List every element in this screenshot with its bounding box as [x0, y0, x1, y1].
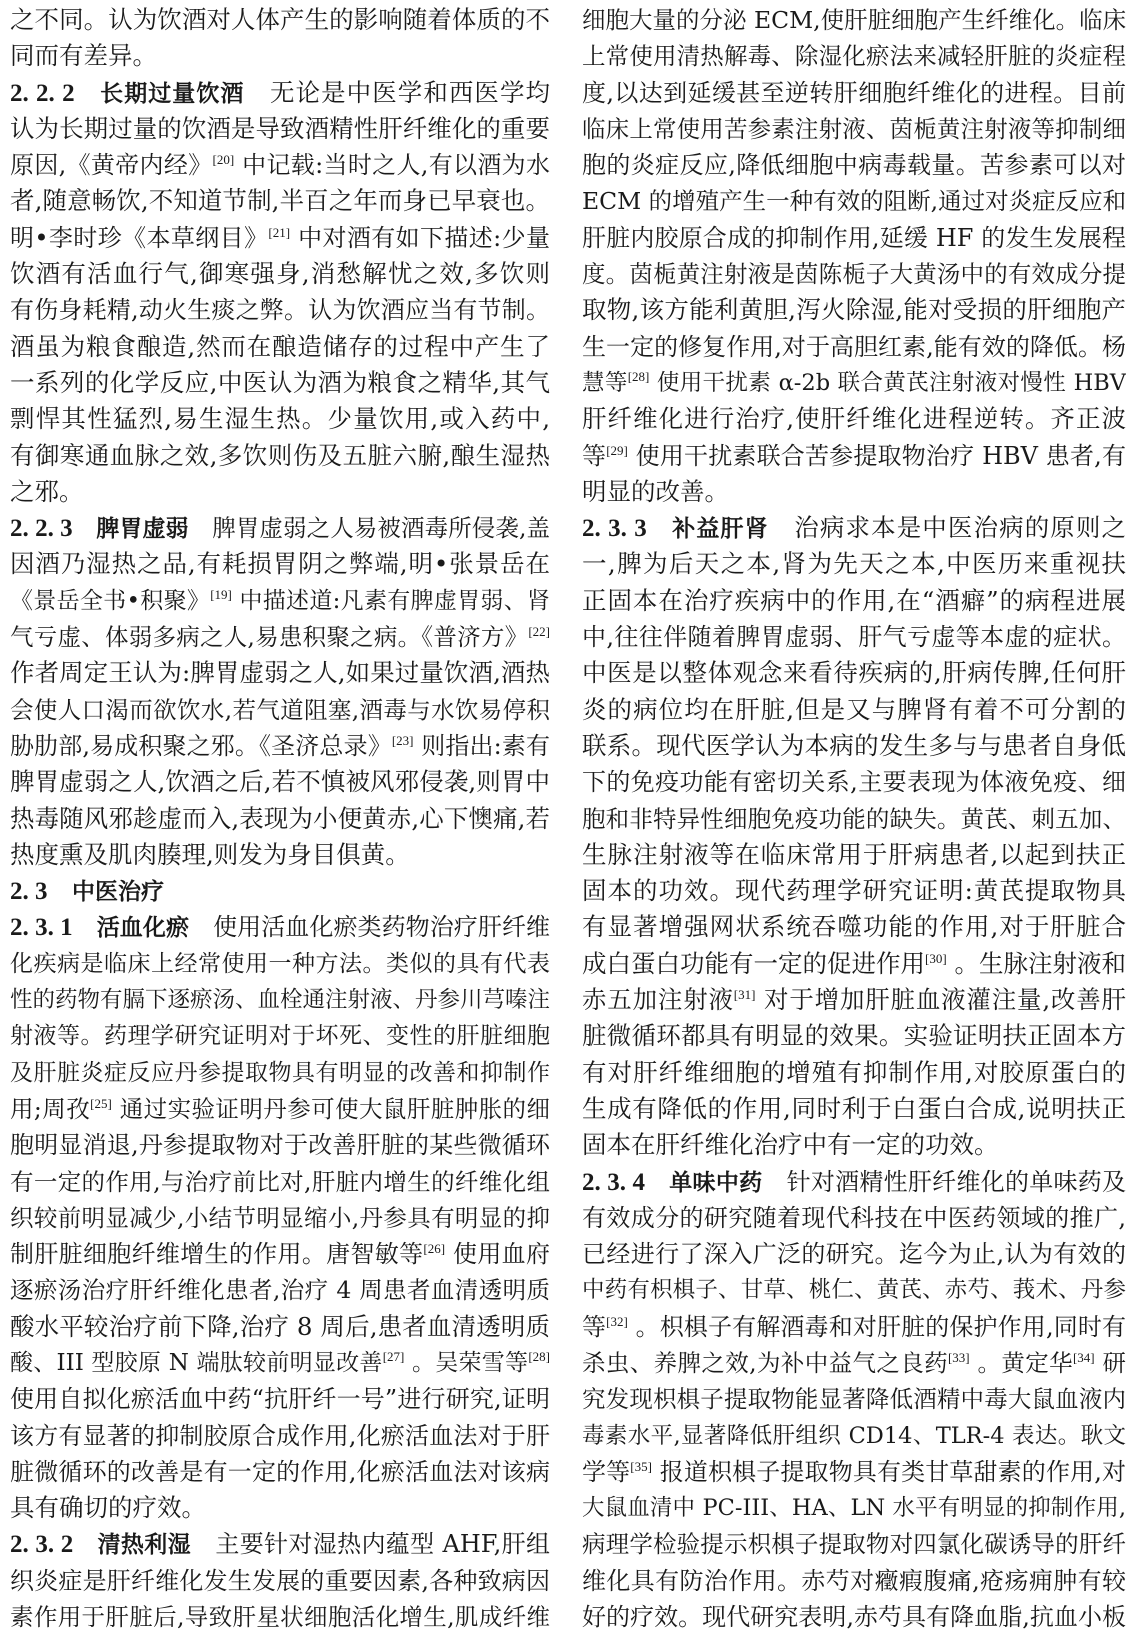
section-heading-line — [10, 909, 550, 945]
heading-gap — [48, 876, 73, 905]
text-run: 胁肋部,易成积聚之邪。《圣济总录》 — [10, 731, 392, 760]
section-heading-line — [10, 75, 550, 111]
text-line — [582, 909, 1126, 945]
text-run: 杀虫、养脾之效,为补中益气之良药 — [582, 1348, 948, 1377]
text-line — [10, 837, 550, 873]
text-run: 生脉注射液等在临床常用于肝病患者,以起到扶正 — [582, 839, 1126, 869]
text-run: 细胞大量的分泌 ECM,使肝脏细胞产生纤维化。临床 — [582, 6, 1126, 34]
text-line — [582, 873, 1126, 909]
text-run: 酸、III 型胶原 N 端肽较前明显改善 — [10, 1349, 383, 1376]
heading-gap — [191, 1530, 215, 1558]
heading-gap — [189, 514, 213, 542]
text-line — [582, 38, 1126, 74]
text-run: 脏微循环都具有明显的效果。实验证明扶正固本方 — [582, 1021, 1126, 1051]
text-run: 对于增加肝脏血液灌注量,改善肝 — [755, 985, 1126, 1015]
heading-gap — [73, 913, 97, 941]
text-run: 有伤身耗精,动火生痰之弊。认为饮酒应当有节制。 — [10, 296, 550, 325]
text-run: 正固本在治疗疾病中的作用,在“酒癖”的病程进展 — [582, 585, 1126, 615]
text-line — [582, 837, 1126, 873]
section-number: 2. 3. 3 — [582, 515, 647, 543]
citation-ref: [28] — [528, 1348, 550, 1364]
text-run: 。黄定华 — [969, 1348, 1073, 1377]
section-title: 活血化瘀 — [96, 915, 190, 942]
heading-gap — [73, 514, 97, 542]
text-run: 治病求本是中医治病的原则之 — [793, 513, 1126, 543]
text-line — [582, 183, 1126, 219]
text-line — [582, 292, 1126, 328]
text-line — [582, 728, 1126, 764]
citation-ref: [34] — [1072, 1349, 1095, 1365]
text-run: 酒虽为粮食酿造,然而在酿造储存的过程中产生了 — [10, 331, 550, 361]
citation-ref: [33] — [947, 1349, 970, 1365]
text-run: 脾胃虚弱之人,饮酒之后,若不慎被风邪侵袭,则胃中 — [10, 767, 550, 797]
text-run: 胞的炎症反应,降低细胞中病毒载量。苦参素可以对 — [582, 151, 1126, 180]
text-line — [582, 2, 1126, 38]
left-column — [10, 2, 550, 1635]
text-line — [10, 2, 550, 38]
text-line — [582, 583, 1126, 619]
text-run: 胞明显消退,丹参提取物对于改善肝脏的某些微循环 — [10, 1131, 550, 1160]
citation-ref: [30] — [925, 950, 947, 966]
text-line — [582, 946, 1126, 982]
text-line — [10, 583, 550, 619]
text-line — [10, 365, 550, 401]
text-run: 生一定的修复作用,对于高胆红素,能有效的降低。杨 — [582, 332, 1126, 361]
text-line — [10, 1490, 550, 1526]
text-run: 《景岳全书•积聚》 — [10, 587, 211, 614]
text-run: 慧等 — [582, 369, 628, 396]
text-line — [10, 619, 550, 655]
text-line — [10, 147, 550, 183]
text-run: 针对酒精性肝纤维化的单味药及 — [786, 1167, 1126, 1196]
text-line — [10, 1127, 550, 1163]
text-run: 使用自拟化瘀活血中药“抗肝纤一号”进行研究,证明 — [10, 1385, 550, 1414]
text-run: 使用血府 — [445, 1240, 550, 1269]
text-run: 脏微循环的改善是有一定的作用,化瘀活血法对该病 — [10, 1457, 550, 1486]
text-run: 用;周孜 — [10, 1094, 91, 1123]
section-heading-line — [10, 510, 550, 546]
text-line — [10, 1454, 550, 1490]
text-run: 制肝脏细胞纤维增生的作用。唐智敏等 — [10, 1240, 424, 1269]
heading-gap — [73, 1530, 97, 1558]
heading-gap — [645, 1168, 669, 1196]
text-line — [582, 365, 1126, 401]
text-run: 。枳椇子有解酒毒和对肝脏的保护作用,同时有 — [627, 1312, 1126, 1341]
text-line — [10, 474, 550, 510]
section-number: 2. 2. 2 — [10, 79, 75, 107]
text-line — [10, 1272, 550, 1308]
text-line — [582, 1091, 1126, 1127]
text-run: 射液等。药理学研究证明对于坏死、变性的肝脏细胞 — [10, 1023, 550, 1050]
text-run: 一系列的化学反应,中医认为酒为粮食之精华,其气 — [10, 367, 550, 397]
text-line — [10, 728, 550, 764]
text-run: 上常使用清热解毒、除湿化瘀法来减轻肝脏的炎症程 — [582, 42, 1126, 71]
text-run: 作者周定王认为:脾胃虚弱之人,如果过量饮酒,酒热 — [10, 658, 550, 688]
text-line — [10, 1345, 550, 1381]
text-run: 有一定的作用,与治疗前比对,肝脏内增生的纤维化组 — [10, 1167, 550, 1196]
text-line — [10, 1309, 550, 1345]
text-run: 。生脉注射液和 — [946, 948, 1126, 978]
heading-gap — [762, 1168, 786, 1196]
text-run: 认为长期过量的饮酒是导致酒精性肝纤维化的重要 — [10, 113, 550, 143]
text-run: 及肝脏炎症反应丹参提取物具有明显的改善和抑制作 — [10, 1059, 550, 1086]
text-run: 学等 — [582, 1457, 631, 1486]
text-line — [582, 1381, 1126, 1417]
section-heading-line — [582, 510, 1126, 546]
text-run: 度。茵栀黄注射液是茵陈栀子大黄汤中的有效成分提 — [582, 260, 1126, 289]
heading-gap — [189, 913, 213, 941]
text-run: 具有确切的疗效。 — [10, 1493, 206, 1523]
text-run: 织炎症是肝纤维化发生发展的重要因素,各种致病因 — [10, 1566, 550, 1595]
text-run: 热度熏及肌肉腠理,则发为身目俱黄。 — [10, 839, 410, 869]
text-line — [10, 183, 550, 219]
text-line — [10, 220, 550, 256]
text-line — [10, 655, 550, 691]
text-run: 者,随意畅饮,不知道节制,半百之年而身已早衰也。 — [10, 186, 550, 216]
text-run: 固本的功效。现代药理学研究证明:黄芪提取物具 — [582, 876, 1126, 906]
text-line — [582, 474, 1126, 510]
text-line — [582, 1236, 1126, 1272]
text-run: 酸水平较治疗前下降,治疗 8 周后,患者血清透明质 — [10, 1311, 550, 1341]
text-run: 成白蛋白功能有一定的促进作用 — [582, 948, 926, 978]
text-line — [582, 1018, 1126, 1054]
right-column — [582, 2, 1126, 1635]
citation-ref: [25] — [90, 1095, 112, 1111]
section-number: 2. 3. 4 — [582, 1168, 646, 1196]
text-line — [582, 111, 1126, 147]
text-run: 通过实验证明丹参可使大鼠肝脏肿胀的细 — [111, 1094, 550, 1123]
text-line — [582, 438, 1126, 474]
text-run: 有显著增强网状系统吞噬功能的作用,对于肝脏合 — [582, 912, 1126, 942]
text-run: 原因,《黄帝内经》 — [10, 151, 213, 180]
text-run: 饮酒有活血行气,御寒强身,消愁解忧之效,多饮则 — [10, 259, 550, 289]
text-line — [582, 1309, 1126, 1345]
text-line — [10, 1563, 550, 1599]
citation-ref: [31] — [733, 987, 756, 1003]
text-run: 联系。现代医学认为本病的发生多与与患者自身低 — [582, 730, 1126, 760]
text-line — [10, 692, 550, 728]
text-run: 肝脏内胶原合成的抑制作用,延缓 HF 的发生发展程 — [582, 223, 1126, 252]
text-line — [582, 801, 1126, 837]
text-line — [10, 38, 550, 74]
section-heading-line — [10, 873, 550, 909]
section-number: 2. 3 — [10, 878, 48, 906]
text-line — [582, 147, 1126, 183]
text-run: 热毒随风邪趁虚而入,表现为小便黄赤,心下懊痛,若 — [10, 803, 550, 833]
text-line — [582, 1200, 1126, 1236]
text-line — [10, 546, 550, 582]
text-run: 主要针对湿热内蕴型 AHF,肝组 — [214, 1530, 550, 1559]
section-title: 清热利湿 — [97, 1532, 191, 1559]
text-line — [10, 1200, 550, 1236]
text-line — [10, 292, 550, 328]
text-run: 明•李时珍《本草纲目》 — [10, 223, 269, 252]
text-run: 赤五加注射液 — [582, 985, 734, 1015]
text-run: 中对酒有如下描述:少量 — [290, 223, 550, 252]
text-line — [582, 619, 1126, 655]
text-line — [582, 75, 1126, 111]
text-run: 中药有枳椇子、甘草、桃仁、黄芪、赤芍、莪术、丹参 — [582, 1277, 1126, 1304]
text-run: 大鼠血清中 PC-III、HA、LN 水平有明显的抑制作用, — [582, 1495, 1126, 1522]
heading-gap — [75, 78, 100, 107]
text-run: 无论是中医学和西医学均 — [268, 77, 550, 107]
heading-gap — [164, 876, 189, 905]
text-run: 究发现枳椇子提取物能显著降低酒精中毒大鼠血液内 — [582, 1385, 1126, 1414]
section-heading-line — [10, 1526, 550, 1562]
section-number: 2. 3. 2 — [10, 1531, 74, 1559]
text-line — [10, 329, 550, 365]
text-line — [10, 1055, 550, 1091]
text-run: 中描述道:凡素有脾虚胃弱、肾 — [231, 587, 550, 614]
text-line — [582, 1526, 1126, 1562]
text-line — [10, 111, 550, 147]
text-run: 同而有差异。 — [10, 41, 157, 71]
text-line — [582, 256, 1126, 292]
citation-ref: [26] — [423, 1241, 446, 1257]
text-run: 气亏虚、体弱多病之人,易患积聚之病。《普济方》 — [10, 623, 529, 652]
text-run: 化疾病是临床上经常使用一种方法。类似的具有代表 — [10, 950, 550, 977]
section-title: 补益肝肾 — [671, 516, 769, 543]
text-line — [582, 220, 1126, 256]
text-line — [582, 1563, 1126, 1599]
text-line — [10, 801, 550, 837]
text-run: 有效成分的研究随着现代科技在中医药领域的推广, — [582, 1203, 1126, 1232]
text-run: 肝纤维化进行治疗,使肝纤维化进程逆转。齐正波 — [582, 404, 1126, 434]
text-run: 使用干扰素 α-2b 联合黄芪注射液对慢性 HBV — [649, 369, 1126, 396]
section-title: 中医治疗 — [72, 879, 164, 906]
text-run: 病理学检验提示枳椇子提取物对四氯化碳诱导的肝纤 — [582, 1530, 1126, 1559]
text-line — [10, 1236, 550, 1272]
citation-ref: [28] — [627, 368, 650, 384]
text-run: 下的免疫功能有密切关系,主要表现为体液免疫、细 — [582, 768, 1126, 797]
heading-gap — [769, 513, 794, 542]
text-run: 炎的病位均在肝脏,但是又与脾肾有着不可分割的 — [582, 694, 1126, 724]
text-run: 有御寒通血脉之效,多饮则伤及五脏六腑,酿生湿热 — [10, 440, 550, 470]
text-run: 逐瘀汤治疗肝纤维化患者,治疗 4 周患者血清透明质 — [10, 1276, 550, 1305]
citation-ref: [23] — [391, 732, 414, 748]
text-line — [582, 692, 1126, 728]
section-number: 2. 2. 3 — [10, 515, 73, 543]
heading-gap — [647, 513, 672, 542]
citation-ref: [21] — [268, 224, 291, 240]
text-line — [582, 1272, 1126, 1308]
text-run: ECM 的增殖产生一种有效的阻断,通过对炎症反应和 — [582, 187, 1126, 216]
text-run: 明显的改善。 — [582, 476, 729, 506]
text-line — [10, 1599, 550, 1635]
text-run: 中医是以整体观念来看待疾病的,肝病传脾,任何肝 — [582, 658, 1126, 688]
text-line — [582, 546, 1126, 582]
text-line — [10, 1018, 550, 1054]
text-line — [582, 982, 1126, 1018]
text-run: 好的疗效。现代研究表明,赤芍具有降血脂,抗血小板 — [582, 1603, 1126, 1632]
text-line — [10, 256, 550, 292]
citation-ref: [19] — [210, 586, 232, 602]
text-run: 织较前明显减少,小结节明显缩小,丹参具有明显的抑 — [10, 1203, 550, 1232]
text-run: 生成有降低的作用,同时利于白蛋白合成,说明扶正 — [582, 1093, 1126, 1123]
section-title: 脾胃虚弱 — [96, 516, 189, 543]
text-line — [10, 982, 550, 1018]
text-run: 胞和非特异性细胞免疫功能的缺失。黄芪、刺五加、 — [582, 804, 1126, 833]
text-line — [10, 401, 550, 437]
text-line — [10, 1164, 550, 1200]
text-run: 因酒乃湿热之品,有耗损胃阴之弊端,明•张景岳在 — [10, 549, 550, 579]
text-line — [582, 1055, 1126, 1091]
heading-gap — [244, 78, 269, 107]
text-run: 素作用于肝脏后,导致肝星状细胞活化增生,肌成纤维 — [10, 1603, 550, 1632]
citation-ref: [35] — [630, 1458, 652, 1474]
section-title: 长期过量饮酒 — [99, 80, 245, 107]
section-number: 2. 3. 1 — [10, 914, 73, 942]
text-run: 维化具有防治作用。赤芍对癥瘕腹痛,疮疡痈肿有较 — [582, 1566, 1126, 1595]
citation-ref: [32] — [606, 1313, 628, 1329]
text-run: 临床上常使用苦参素注射液、茵栀黄注射液等抑制细 — [582, 114, 1126, 143]
text-run: 性的药物有膈下逐瘀汤、血栓通注射液、丹参川芎嗪注 — [10, 987, 550, 1014]
text-run: 取物,该方能利黄胆,泻火除湿,能对受损的肝细胞产 — [582, 295, 1126, 325]
text-run: 使用活血化瘀类药物治疗肝纤维 — [213, 913, 550, 942]
citation-ref: [27] — [382, 1348, 405, 1364]
text-line — [582, 1345, 1126, 1381]
text-run: 度,以达到延缓甚至逆转肝细胞纤维化的进程。目前 — [582, 78, 1126, 107]
citation-ref: [29] — [606, 442, 628, 458]
text-line — [10, 764, 550, 800]
text-line — [582, 1418, 1126, 1454]
text-run: 会使人口渴而欲饮水,若气道阻塞,酒毒与水饮易停积 — [10, 695, 550, 724]
text-run: 使用干扰素联合苦参提取物治疗 HBV 患者,有 — [627, 441, 1126, 470]
text-run: 等 — [582, 1312, 607, 1341]
text-run: 固本在肝纤维化治疗中有一定的功效。 — [582, 1130, 999, 1160]
text-line — [10, 1381, 550, 1417]
citation-ref: [22] — [528, 624, 550, 640]
section-title: 单味中药 — [669, 1169, 763, 1196]
text-run: 有对肝纤维细胞的增殖有抑制作用,对胶原蛋白的 — [582, 1057, 1126, 1087]
text-line — [582, 1127, 1126, 1163]
text-run: 中,往往伴随着脾胃虚弱、肝气亏虚等本虚的症状。 — [582, 623, 1126, 652]
text-line — [582, 764, 1126, 800]
text-run: 中记载:当时之人,有以酒为水 — [234, 151, 550, 180]
text-line — [10, 1418, 550, 1454]
citation-ref: [20] — [212, 152, 235, 168]
text-line — [582, 1490, 1126, 1526]
text-line — [582, 655, 1126, 691]
text-run: 研 — [1094, 1348, 1126, 1377]
text-run: 剽悍其性猛烈,易生湿生热。少量饮用,或入药中, — [10, 404, 550, 434]
text-line — [10, 946, 550, 982]
text-run: 之邪。 — [10, 476, 84, 506]
text-run: 毒素水平,显著降低肝组织 CD14、TLR-4 表达。耿文 — [582, 1422, 1126, 1449]
section-heading-line — [582, 1164, 1126, 1200]
text-line — [10, 438, 550, 474]
text-line — [10, 1091, 550, 1127]
text-run: 则指出:素有 — [413, 731, 550, 760]
text-run: 一,脾为后天之本,肾为先天之本,中医历来重视扶 — [582, 549, 1126, 579]
text-run: 报道枳椇子提取物具有类甘草甜素的作用,对 — [651, 1457, 1126, 1486]
text-line — [582, 1454, 1126, 1490]
text-line — [582, 329, 1126, 365]
text-line — [582, 401, 1126, 437]
text-run: 该方有显著的抑制胶原合成作用,化瘀活血法对于肝 — [10, 1421, 550, 1450]
text-run: 。吴荣雪等 — [404, 1349, 529, 1376]
text-line — [582, 1599, 1126, 1635]
text-run: 已经进行了深入广泛的研究。迄今为止,认为有效的 — [582, 1240, 1126, 1269]
text-run: 脾胃虚弱之人易被酒毒所侵袭,盖 — [212, 514, 550, 543]
text-run: 等 — [582, 441, 607, 470]
text-run: 之不同。认为饮酒对人体产生的影响随着体质的不 — [10, 5, 550, 34]
